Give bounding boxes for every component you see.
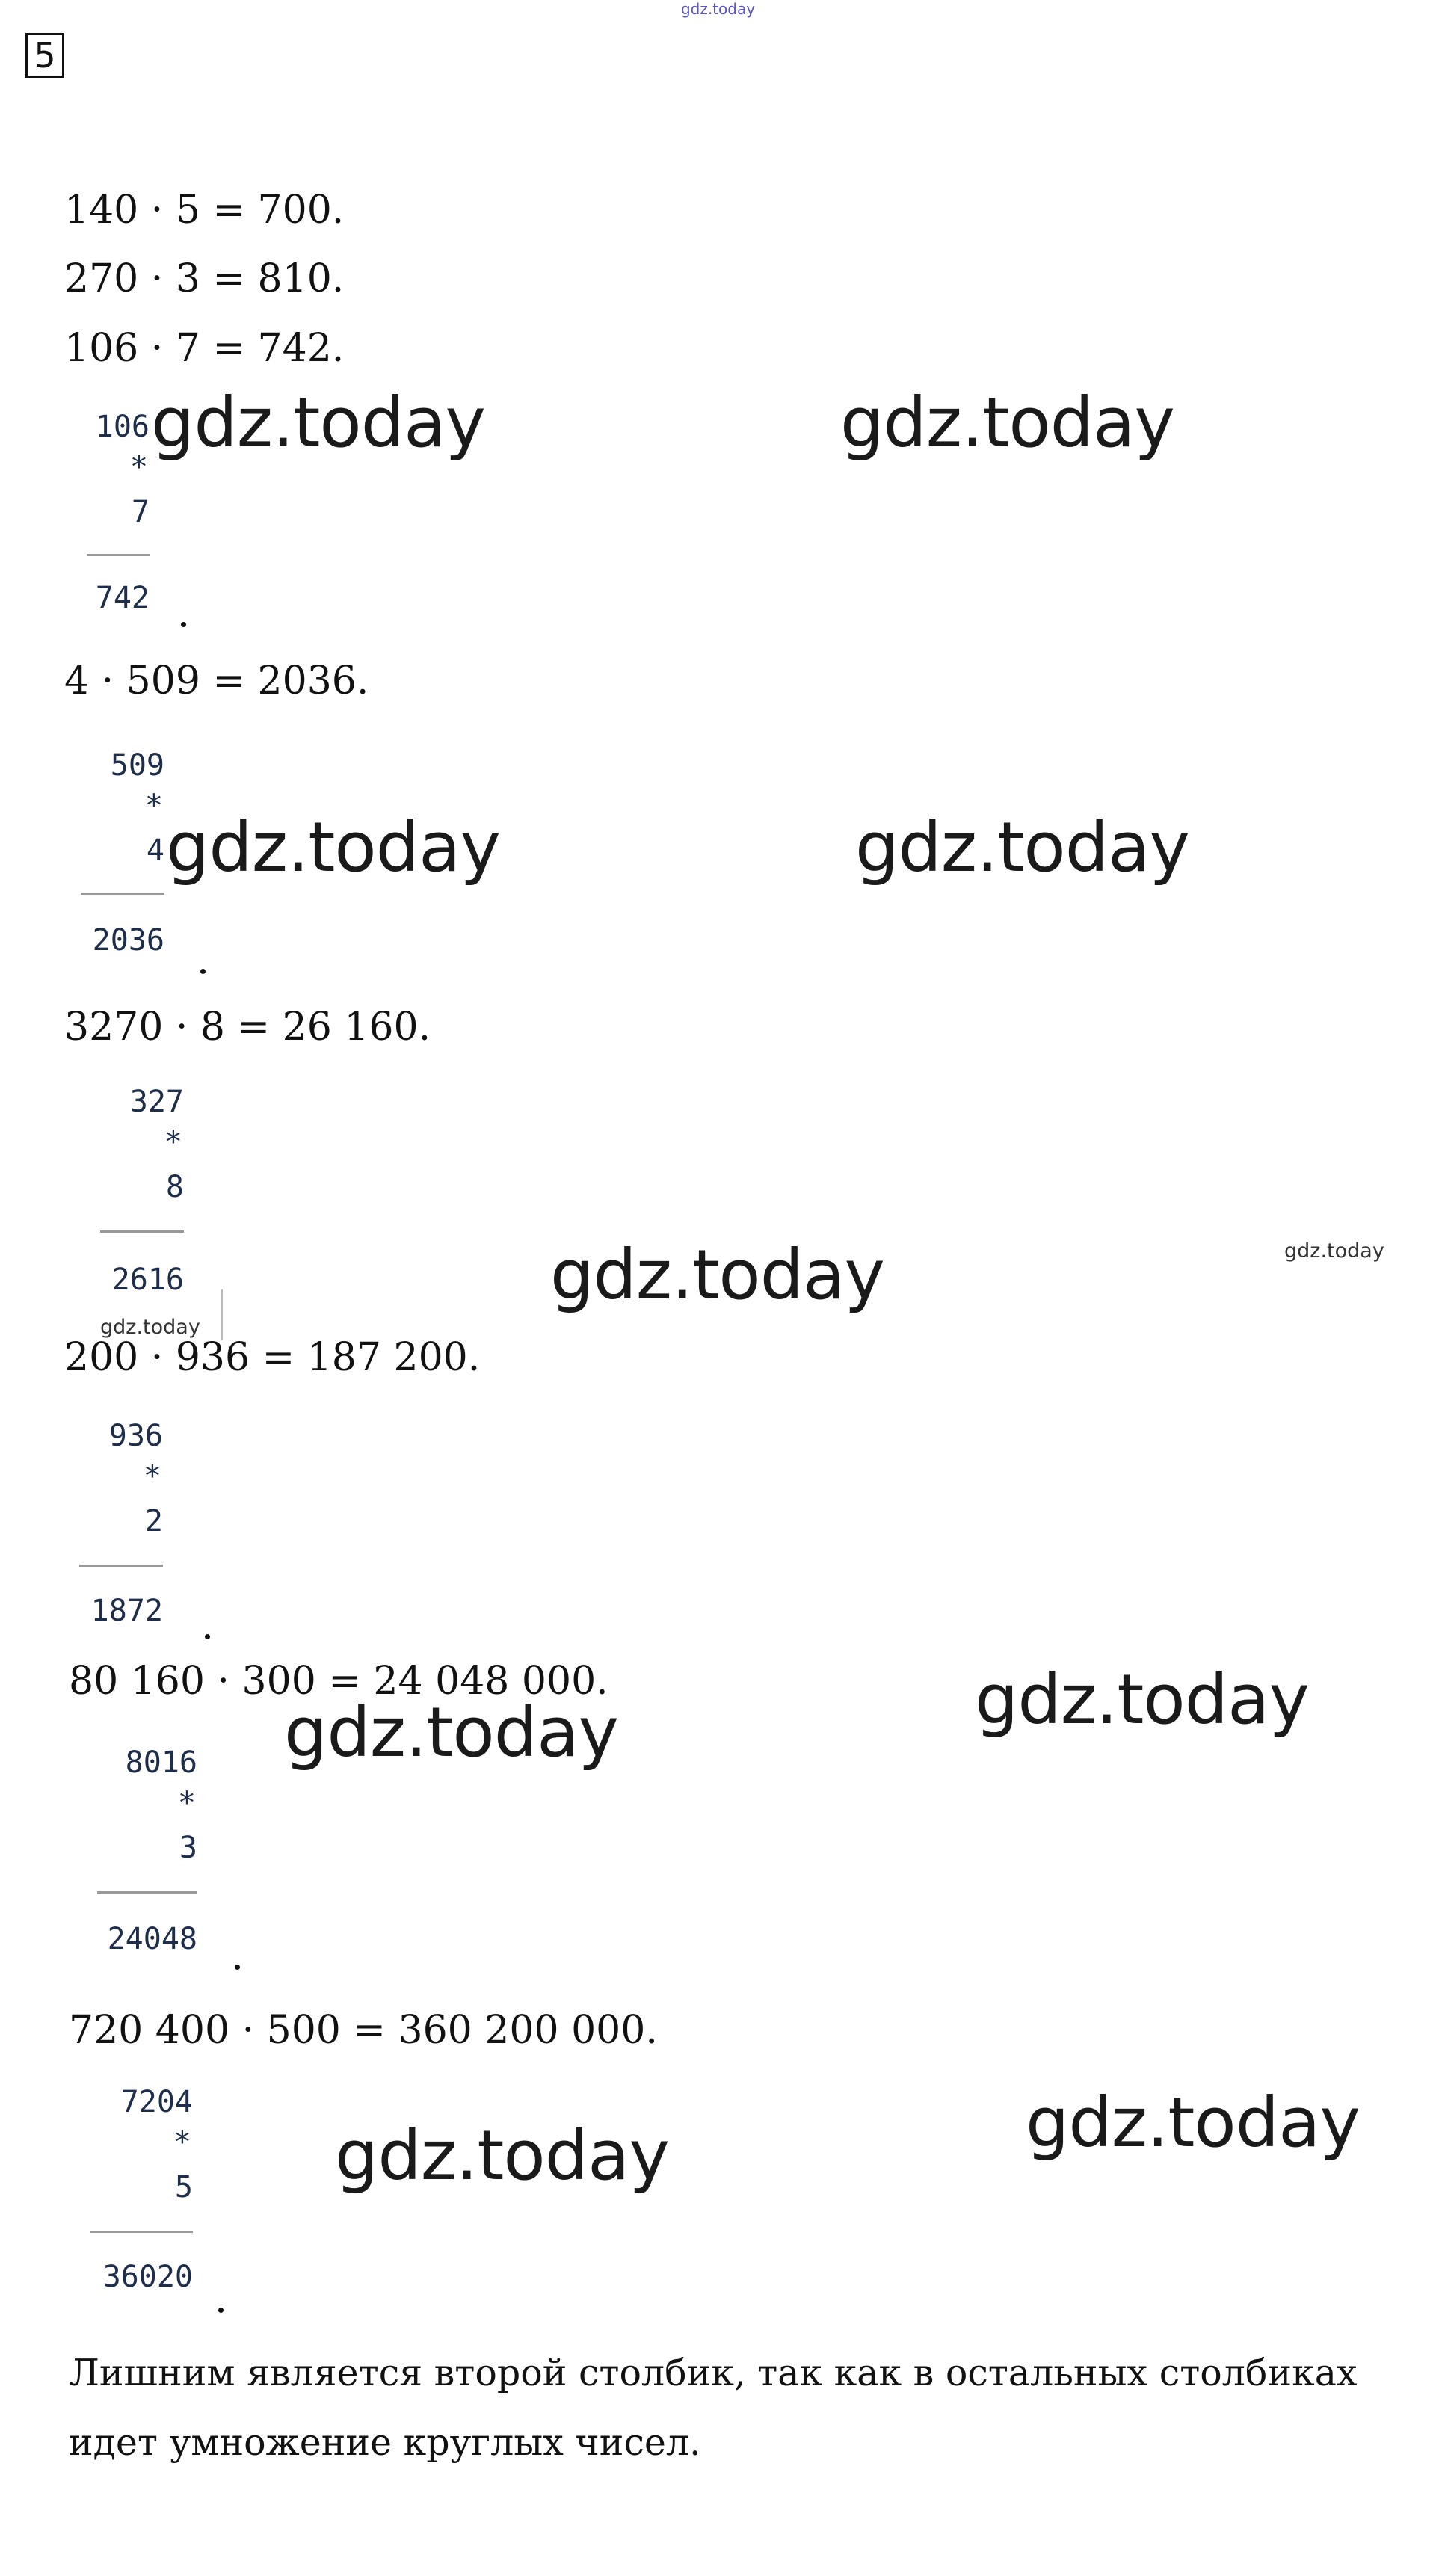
- conclusion-line-1: Лишним является второй столбик, так как в остальных столбиках: [69, 2352, 1358, 2394]
- sum-line: [97, 1891, 197, 1894]
- equation-6: 200 · 936 = 187 200.: [64, 1335, 481, 1380]
- multiplier: 4: [146, 833, 164, 868]
- period-dot: [218, 2308, 224, 2313]
- multiply-sign: *: [173, 2125, 191, 2160]
- sum-line: [81, 893, 164, 895]
- equation-8: 720 400 · 500 = 360 200 000.: [69, 2008, 658, 2053]
- multiply-sign: *: [144, 789, 163, 823]
- multiplicand: 936: [108, 1419, 163, 1453]
- watermark-small: gdz.today: [1284, 1239, 1384, 1263]
- watermark: gdz.today: [855, 807, 1189, 887]
- watermark: gdz.today: [975, 1660, 1309, 1740]
- multiplicand: 106: [95, 410, 150, 444]
- conclusion-line-2: идет умножение круглых чисел.: [69, 2421, 701, 2464]
- column-multiplication-2: [81, 746, 164, 963]
- equation-1: 140 · 5 = 700.: [64, 188, 345, 232]
- watermark: gdz.today: [550, 1235, 884, 1315]
- column-multiplication-5: [94, 1743, 197, 1960]
- product: 742: [95, 581, 150, 615]
- top-watermark: gdz.today: [680, 0, 756, 18]
- period-dot: [205, 1634, 210, 1639]
- problem-number: 5: [34, 35, 56, 76]
- equation-5: 3270 · 8 = 26 160.: [64, 1005, 431, 1050]
- multiply-sign: *: [143, 1459, 161, 1494]
- multiplier: 5: [174, 2170, 193, 2204]
- watermark: gdz.today: [840, 383, 1174, 463]
- column-multiplication-1: [82, 407, 150, 624]
- multiplier: 8: [165, 1170, 184, 1204]
- multiply-sign: *: [129, 450, 148, 484]
- multiply-sign: *: [177, 1786, 196, 1820]
- watermark: gdz.today: [335, 2116, 669, 2196]
- watermark: gdz.today: [284, 1692, 618, 1772]
- multiply-sign: *: [164, 1125, 182, 1159]
- column-multiplication-6: [90, 2083, 193, 2299]
- equation-7: 80 160 · 300 = 24 048 000.: [69, 1659, 608, 1704]
- sum-line: [100, 1230, 184, 1233]
- watermark: gdz.today: [1026, 2083, 1360, 2163]
- equation-3: 106 · 7 = 742.: [64, 326, 345, 371]
- column-multiplication-3: [100, 1082, 184, 1299]
- column-multiplication-4: [79, 1417, 163, 1633]
- equation-2: 270 · 3 = 810.: [64, 256, 345, 301]
- period-dot: [181, 622, 186, 627]
- sum-line: [87, 554, 150, 556]
- multiplicand: 327: [129, 1085, 184, 1119]
- watermark: gdz.today: [151, 383, 485, 463]
- period-dot: [200, 969, 206, 974]
- product: 36020: [102, 2260, 193, 2294]
- multiplier: 2: [144, 1504, 163, 1538]
- sum-line: [79, 1565, 163, 1567]
- problem-number-box: [25, 33, 64, 78]
- multiplier: 7: [131, 495, 150, 529]
- equation-4: 4 · 509 = 2036.: [64, 659, 369, 703]
- multiplicand: 8016: [125, 1745, 197, 1780]
- multiplier: 3: [179, 1831, 197, 1865]
- product: 2616: [111, 1263, 184, 1297]
- sum-line: [90, 2231, 193, 2233]
- product: 1872: [90, 1594, 163, 1628]
- multiplicand: 7204: [120, 2085, 193, 2119]
- watermark-small: gdz.today: [100, 1316, 200, 1339]
- product: 2036: [92, 923, 164, 958]
- scan-artifact: [221, 1289, 223, 1340]
- multiplicand: 509: [110, 748, 164, 783]
- watermark: gdz.today: [166, 807, 500, 887]
- period-dot: [235, 1965, 240, 1970]
- product: 24048: [107, 1922, 197, 1956]
